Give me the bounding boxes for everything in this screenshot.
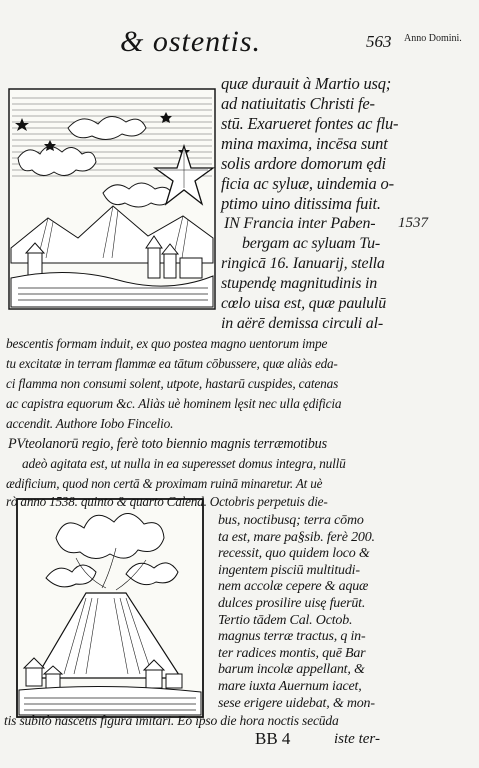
text-line: PVteolanorū regio, ferè toto biennio magnis terræmotibus: [8, 436, 327, 452]
text-line: adeò agitata est, ut nulla in ea superesset domus integra, nullū: [22, 456, 346, 471]
running-head: & ostentis.: [120, 25, 262, 58]
text-line: ingentem pisciū multitudi-: [218, 562, 360, 578]
text-line: ad natiuitatis Christi fe-: [221, 94, 375, 113]
text-line: ficia ac syluæ, uindemia o-: [221, 174, 394, 193]
text-line: solis ardore domorum ędi: [221, 154, 386, 173]
text-line: accendit. Authore Iobo Fincelio.: [6, 416, 174, 431]
text-line: barum incolæ appellant, &: [218, 662, 365, 678]
margin-note-anno-domini: Anno Domini.: [404, 33, 462, 44]
text-line: stupendę magnitudinis in: [221, 275, 378, 292]
text-line: tis subitò nascētis figurā imitari. Eo ipso die hora noctis secūda: [4, 713, 339, 729]
signature-mark: BB 4: [255, 729, 291, 748]
text-line: magnus terræ tractus, q in-: [218, 629, 366, 645]
text-line: ci flamma non consumi solent, utpote, hastarū cuspides, catenas: [6, 376, 339, 391]
text-line: IN Francia inter Paben-: [224, 215, 376, 232]
text-line: ptimo uino ditissima fuit.: [221, 194, 381, 213]
text-line: in aërē demissa circuli al-: [221, 315, 383, 332]
text-line: ta est, mare pa§sib. ferè 200.: [218, 529, 375, 545]
text-line: sese erigere uidebat, & mon-: [218, 695, 375, 711]
text-line: Tertio tādem Cal. Octob.: [218, 612, 353, 628]
text-line: stū. Exarueret fontes ac flu-: [221, 114, 399, 133]
text-line: bergam ac syluam Tu-: [242, 235, 381, 252]
text-line: mare iuxta Auernum iacet,: [218, 679, 362, 694]
text-line: quæ durauit à Martio usq;: [221, 74, 392, 93]
text-line: rò anno 1538. quinto & quarto Calend. Octobris perpetuis die-: [6, 494, 328, 509]
text-line: ringicā 16. Ianuarij, stella: [221, 255, 385, 272]
woodcut-volcano: [16, 498, 204, 718]
text-line: mina maxima, incēsa sunt: [221, 134, 388, 153]
text-line: ac capistra equorum &c. Aliàs uè hominem lęsit nec ulla ędificia: [6, 396, 342, 411]
woodcut-star-landscape: [8, 88, 216, 310]
text-line: tu excitatæ in terram flammæ ea tātum cōbussere, quæ aliàs eda-: [6, 356, 338, 371]
text-line: ædificium, quod non certā & proximam ruinā minaretur. At uè: [6, 476, 323, 491]
text-line: cœlo uisa est, quæ paululū: [221, 295, 387, 312]
text-line: recessit, quo quidem loco &: [218, 546, 370, 562]
text-line: bescentis formam induit, ex quo postea magno uentorum impe: [6, 336, 328, 351]
page-number: 563: [366, 32, 392, 51]
text-line: ter radices montis, quē Bar: [218, 645, 366, 661]
catchword: iste ter-: [334, 731, 380, 747]
text-line: bus, noctibusq; terra cōmo: [218, 513, 364, 528]
text-line: dulces prosilire uisę fuerūt.: [218, 596, 366, 611]
text-line: nem accolæ cepere & aquæ: [218, 579, 369, 595]
margin-note-year: 1537: [398, 215, 428, 231]
